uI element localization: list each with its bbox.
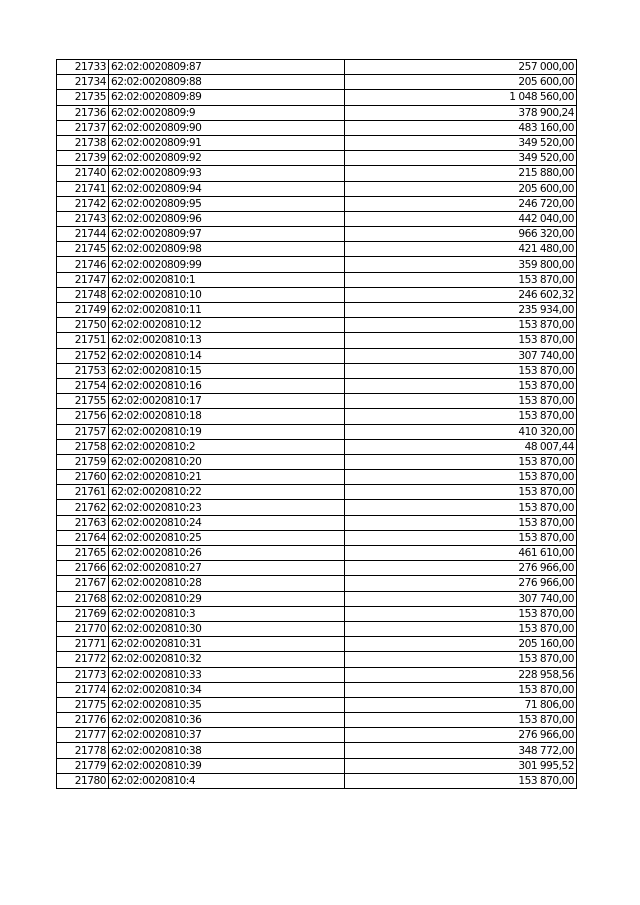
cadastral-value: 153 870,00 [345,621,577,636]
table-row [57,637,577,652]
cadastral-number: 62:02:0020810:26 [109,546,345,561]
cadastral-number: 62:02:0020810:27 [109,561,345,576]
cadastral-number: 62:02:0020809:95 [109,196,345,211]
cadastral-number: 62:02:0020810:15 [109,363,345,378]
table-row [57,166,577,181]
row-number: 21769 [57,606,109,621]
cadastral-number: 62:02:0020809:99 [109,257,345,272]
table-row [57,424,577,439]
table-row [57,500,577,515]
row-number: 21748 [57,287,109,302]
cadastral-value: 378 900,24 [345,105,577,120]
cadastral-number: 62:02:0020810:39 [109,758,345,773]
row-number: 21733 [57,60,109,75]
row-number: 21756 [57,409,109,424]
table-row [57,515,577,530]
cadastral-value: 215 880,00 [345,166,577,181]
table-row [57,363,577,378]
cadastral-number: 62:02:0020810:29 [109,591,345,606]
cadastral-value: 153 870,00 [345,500,577,515]
cadastral-value: 307 740,00 [345,591,577,606]
cadastral-value: 307 740,00 [345,348,577,363]
row-number: 21762 [57,500,109,515]
row-number: 21764 [57,530,109,545]
cadastral-value: 276 966,00 [345,561,577,576]
cadastral-number: 62:02:0020810:31 [109,637,345,652]
cadastral-value: 483 160,00 [345,120,577,135]
cadastral-number: 62:02:0020810:34 [109,682,345,697]
table-row [57,242,577,257]
table-row [57,713,577,728]
cadastral-number: 62:02:0020810:14 [109,348,345,363]
cadastral-value: 1 048 560,00 [345,90,577,105]
cadastral-value: 205 160,00 [345,637,577,652]
cadastral-value: 153 870,00 [345,713,577,728]
cadastral-value: 153 870,00 [345,363,577,378]
cadastral-number: 62:02:0020810:37 [109,728,345,743]
cadastral-number: 62:02:0020809:93 [109,166,345,181]
table-row [57,606,577,621]
cadastral-number: 62:02:0020810:17 [109,394,345,409]
cadastral-number: 62:02:0020810:22 [109,485,345,500]
row-number: 21759 [57,454,109,469]
cadastral-number: 62:02:0020809:96 [109,211,345,226]
row-number: 21775 [57,697,109,712]
row-number: 21745 [57,242,109,257]
cadastral-value: 410 320,00 [345,424,577,439]
row-number: 21779 [57,758,109,773]
row-number: 21739 [57,151,109,166]
table-row [57,318,577,333]
cadastral-number: 62:02:0020809:98 [109,242,345,257]
cadastral-number: 62:02:0020810:35 [109,697,345,712]
cadastral-value: 153 870,00 [345,272,577,287]
row-number: 21740 [57,166,109,181]
row-number: 21744 [57,227,109,242]
cadastral-number: 62:02:0020809:88 [109,75,345,90]
row-number: 21735 [57,90,109,105]
row-number: 21749 [57,303,109,318]
cadastral-number: 62:02:0020810:32 [109,652,345,667]
row-number: 21768 [57,591,109,606]
table-row [57,120,577,135]
row-number: 21780 [57,773,109,788]
cadastral-value: 71 806,00 [345,697,577,712]
table-row [57,272,577,287]
row-number: 21738 [57,135,109,150]
table-body [57,60,577,789]
cadastral-number: 62:02:0020810:38 [109,743,345,758]
cadastral-value: 153 870,00 [345,394,577,409]
cadastral-number: 62:02:0020810:20 [109,454,345,469]
table-row [57,561,577,576]
cadastral-value: 228 958,56 [345,667,577,682]
row-number: 21751 [57,333,109,348]
cadastral-value: 153 870,00 [345,682,577,697]
table-row [57,591,577,606]
cadastral-value: 421 480,00 [345,242,577,257]
cadastral-number: 62:02:0020810:11 [109,303,345,318]
cadastral-number: 62:02:0020810:16 [109,378,345,393]
row-number: 21773 [57,667,109,682]
row-number: 21754 [57,378,109,393]
table-row [57,394,577,409]
cadastral-value: 205 600,00 [345,75,577,90]
cadastral-value: 153 870,00 [345,318,577,333]
table-row [57,667,577,682]
cadastral-value: 153 870,00 [345,515,577,530]
cadastral-number: 62:02:0020809:91 [109,135,345,150]
cadastral-value: 276 966,00 [345,728,577,743]
row-number: 21752 [57,348,109,363]
table-row [57,257,577,272]
cadastral-value: 153 870,00 [345,606,577,621]
table-row [57,75,577,90]
table-row [57,196,577,211]
cadastral-number: 62:02:0020809:92 [109,151,345,166]
table-row [57,105,577,120]
row-number: 21772 [57,652,109,667]
row-number: 21736 [57,105,109,120]
cadastral-value: 153 870,00 [345,773,577,788]
table-row [57,348,577,363]
cadastral-value: 246 602,32 [345,287,577,302]
row-number: 21741 [57,181,109,196]
cadastral-number: 62:02:0020810:21 [109,470,345,485]
row-number: 21737 [57,120,109,135]
table-row [57,181,577,196]
row-number: 21761 [57,485,109,500]
row-number: 21753 [57,363,109,378]
cadastral-number: 62:02:0020810:10 [109,287,345,302]
row-number: 21778 [57,743,109,758]
cadastral-number: 62:02:0020810:13 [109,333,345,348]
table-row [57,576,577,591]
cadastral-number: 62:02:0020810:12 [109,318,345,333]
table-row [57,758,577,773]
cadastral-value: 153 870,00 [345,530,577,545]
cadastral-value: 153 870,00 [345,652,577,667]
cadastral-value: 235 934,00 [345,303,577,318]
cadastral-number: 62:02:0020810:2 [109,439,345,454]
cadastral-number: 62:02:0020809:97 [109,227,345,242]
cadastral-value: 153 870,00 [345,409,577,424]
row-number: 21777 [57,728,109,743]
cadastral-number: 62:02:0020810:24 [109,515,345,530]
table-row [57,697,577,712]
row-number: 21765 [57,546,109,561]
row-number: 21755 [57,394,109,409]
table-row [57,60,577,75]
cadastral-value: 348 772,00 [345,743,577,758]
table-row [57,227,577,242]
row-number: 21774 [57,682,109,697]
cadastral-value: 442 040,00 [345,211,577,226]
table-row [57,211,577,226]
table-row [57,409,577,424]
cadastral-number: 62:02:0020810:36 [109,713,345,728]
table-row [57,454,577,469]
cadastral-number: 62:02:0020810:28 [109,576,345,591]
table-row [57,303,577,318]
cadastral-value: 153 870,00 [345,333,577,348]
cadastral-value: 301 995,52 [345,758,577,773]
cadastral-number: 62:02:0020810:23 [109,500,345,515]
row-number: 21763 [57,515,109,530]
row-number: 21757 [57,424,109,439]
cadastral-number: 62:02:0020810:4 [109,773,345,788]
table-row [57,621,577,636]
row-number: 21743 [57,211,109,226]
cadastral-number: 62:02:0020809:94 [109,181,345,196]
row-number: 21776 [57,713,109,728]
cadastral-number: 62:02:0020810:33 [109,667,345,682]
cadastral-number: 62:02:0020809:87 [109,60,345,75]
table-row [57,728,577,743]
cadastral-value: 205 600,00 [345,181,577,196]
cadastral-value: 349 520,00 [345,151,577,166]
cadastral-value: 153 870,00 [345,485,577,500]
table-row [57,546,577,561]
table-row [57,485,577,500]
cadastral-value-table [56,59,577,789]
cadastral-number: 62:02:0020809:90 [109,120,345,135]
cadastral-number: 62:02:0020809:9 [109,105,345,120]
table-row [57,773,577,788]
row-number: 21742 [57,196,109,211]
cadastral-number: 62:02:0020809:89 [109,90,345,105]
row-number: 21771 [57,637,109,652]
row-number: 21746 [57,257,109,272]
cadastral-value: 153 870,00 [345,454,577,469]
cadastral-value: 966 320,00 [345,227,577,242]
table-row [57,530,577,545]
table-row [57,470,577,485]
table-row [57,743,577,758]
row-number: 21750 [57,318,109,333]
table-row [57,333,577,348]
cadastral-value: 461 610,00 [345,546,577,561]
table-row [57,378,577,393]
cadastral-number: 62:02:0020810:19 [109,424,345,439]
cadastral-value: 276 966,00 [345,576,577,591]
row-number: 21766 [57,561,109,576]
table-row [57,287,577,302]
cadastral-number: 62:02:0020810:1 [109,272,345,287]
cadastral-number: 62:02:0020810:30 [109,621,345,636]
table-row [57,652,577,667]
cadastral-number: 62:02:0020810:25 [109,530,345,545]
row-number: 21767 [57,576,109,591]
cadastral-value: 153 870,00 [345,470,577,485]
cadastral-value: 359 800,00 [345,257,577,272]
cadastral-number: 62:02:0020810:3 [109,606,345,621]
table-row [57,439,577,454]
row-number: 21760 [57,470,109,485]
cadastral-value: 246 720,00 [345,196,577,211]
cadastral-value: 349 520,00 [345,135,577,150]
table-row [57,135,577,150]
row-number: 21758 [57,439,109,454]
cadastral-number: 62:02:0020810:18 [109,409,345,424]
cadastral-value: 153 870,00 [345,378,577,393]
row-number: 21747 [57,272,109,287]
cadastral-value: 48 007,44 [345,439,577,454]
table-row [57,151,577,166]
table-row [57,90,577,105]
cadastral-value: 257 000,00 [345,60,577,75]
row-number: 21770 [57,621,109,636]
table-row [57,682,577,697]
row-number: 21734 [57,75,109,90]
